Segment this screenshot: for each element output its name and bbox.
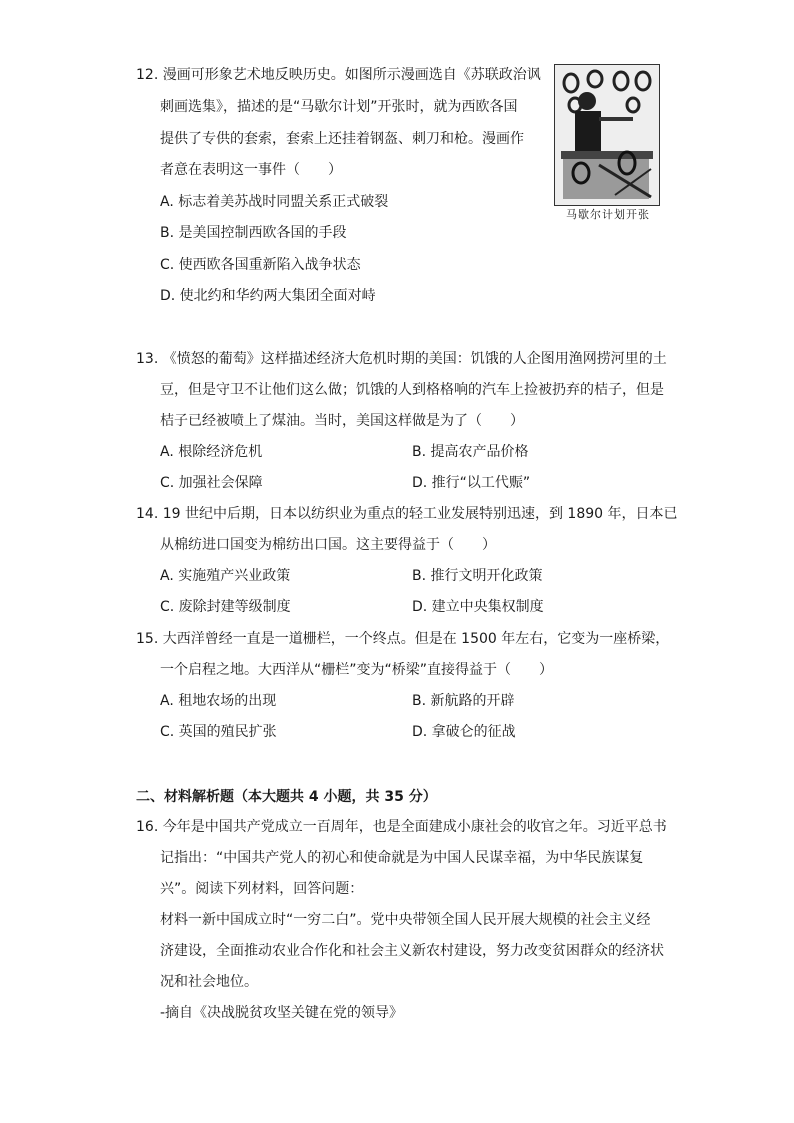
q14-line-2: 从棉纺进口国变为棉纺出口国。这主要得益于（ ） (160, 537, 496, 553)
q14-option-c: C. 废除封建等级制度 (160, 599, 291, 615)
q16-source: -摘自《决战脱贫攻坚关键在党的领导》 (160, 1005, 404, 1021)
q13-line-1: 13. 《愤怒的葡萄》这样描述经济大危机时期的美国：饥饿的人企图用渔网捞河里的土 (136, 351, 667, 367)
q12-option-d: D. 使北约和华约两大集团全面对峙 (160, 288, 376, 304)
q16-material-line-2: 济建设，全面推动农业合作化和社会主义新农村建设，努力改变贫困群众的经济状 (160, 943, 664, 959)
q15-option-a: A. 租地农场的出现 (160, 693, 277, 709)
q12-line-1: 12. 漫画可形象艺术地反映历史。如图所示漫画选自《苏联政治讽 (136, 67, 541, 83)
q13-line-2: 豆，但是守卫不让他们这么做；饥饿的人到格格响的汽车上捡被扔弃的桔子，但是 (160, 382, 664, 398)
q13-option-a: A. 根除经济危机 (160, 444, 263, 460)
q12-line-4: 者意在表明这一事件（ ） (160, 162, 342, 178)
cartoon-drawing (555, 65, 659, 205)
q16-material-line-1: 材料一新中国成立时“一穷二白”。党中央带领全国人民开展大规模的社会主义经 (160, 912, 651, 928)
q13-option-b: B. 提高农产品价格 (412, 444, 529, 460)
q16-material-line-3: 况和社会地位。 (160, 974, 258, 990)
q15-line-1: 15. 大西洋曾经一直是一道栅栏，一个终点。但是在 1500 年左右，它变为一座桥梁， (136, 631, 670, 647)
q16-line-2: 记指出：“中国共产党人的初心和使命就是为中国人民谋幸福，为中华民族谋复 (160, 850, 644, 866)
section-2-title: 二、材料解析题（本大题共 4 小题，共 35 分） (136, 789, 437, 805)
q12-line-2: 刺画选集》，描述的是“马歇尔计划”开张时，就为西欧各国 (160, 99, 518, 115)
q12-option-b: B. 是美国控制西欧各国的手段 (160, 225, 347, 241)
q12-line-3: 提供了专供的套索，套索上还挂着钢盔、刺刀和枪。漫画作 (160, 131, 524, 147)
q15-option-d: D. 拿破仑的征战 (412, 724, 516, 740)
q12-option-c: C. 使西欧各国重新陷入战争状态 (160, 257, 361, 273)
q14-option-a: A. 实施殖产兴业政策 (160, 568, 291, 584)
q14-line-1: 14. 19 世纪中后期，日本以纺织业为重点的轻工业发展特别迅速，到 1890 年，日本已 (136, 506, 678, 522)
q15-option-b: B. 新航路的开辟 (412, 693, 515, 709)
cartoon-caption: 马歇尔计划开张 (566, 208, 650, 221)
q15-line-2: 一个启程之地。大西洋从“栅栏”变为“桥梁”直接得益于（ ） (160, 662, 554, 678)
q15-option-c: C. 英国的殖民扩张 (160, 724, 277, 740)
q13-option-d: D. 推行“以工代赈” (412, 475, 531, 491)
q16-line-1: 16. 今年是中国共产党成立一百周年，也是全面建成小康社会的收官之年。习近平总书 (136, 819, 667, 835)
q13-line-3: 桔子已经被喷上了煤油。当时，美国这样做是为了（ ） (160, 413, 524, 429)
q14-option-b: B. 推行文明开化政策 (412, 568, 543, 584)
q12-option-a: A. 标志着美苏战时同盟关系正式破裂 (160, 194, 389, 210)
q14-option-d: D. 建立中央集权制度 (412, 599, 544, 615)
cartoon-image (554, 64, 660, 206)
q16-line-3: 兴”。阅读下列材料，回答问题： (160, 881, 364, 897)
q13-option-c: C. 加强社会保障 (160, 475, 263, 491)
